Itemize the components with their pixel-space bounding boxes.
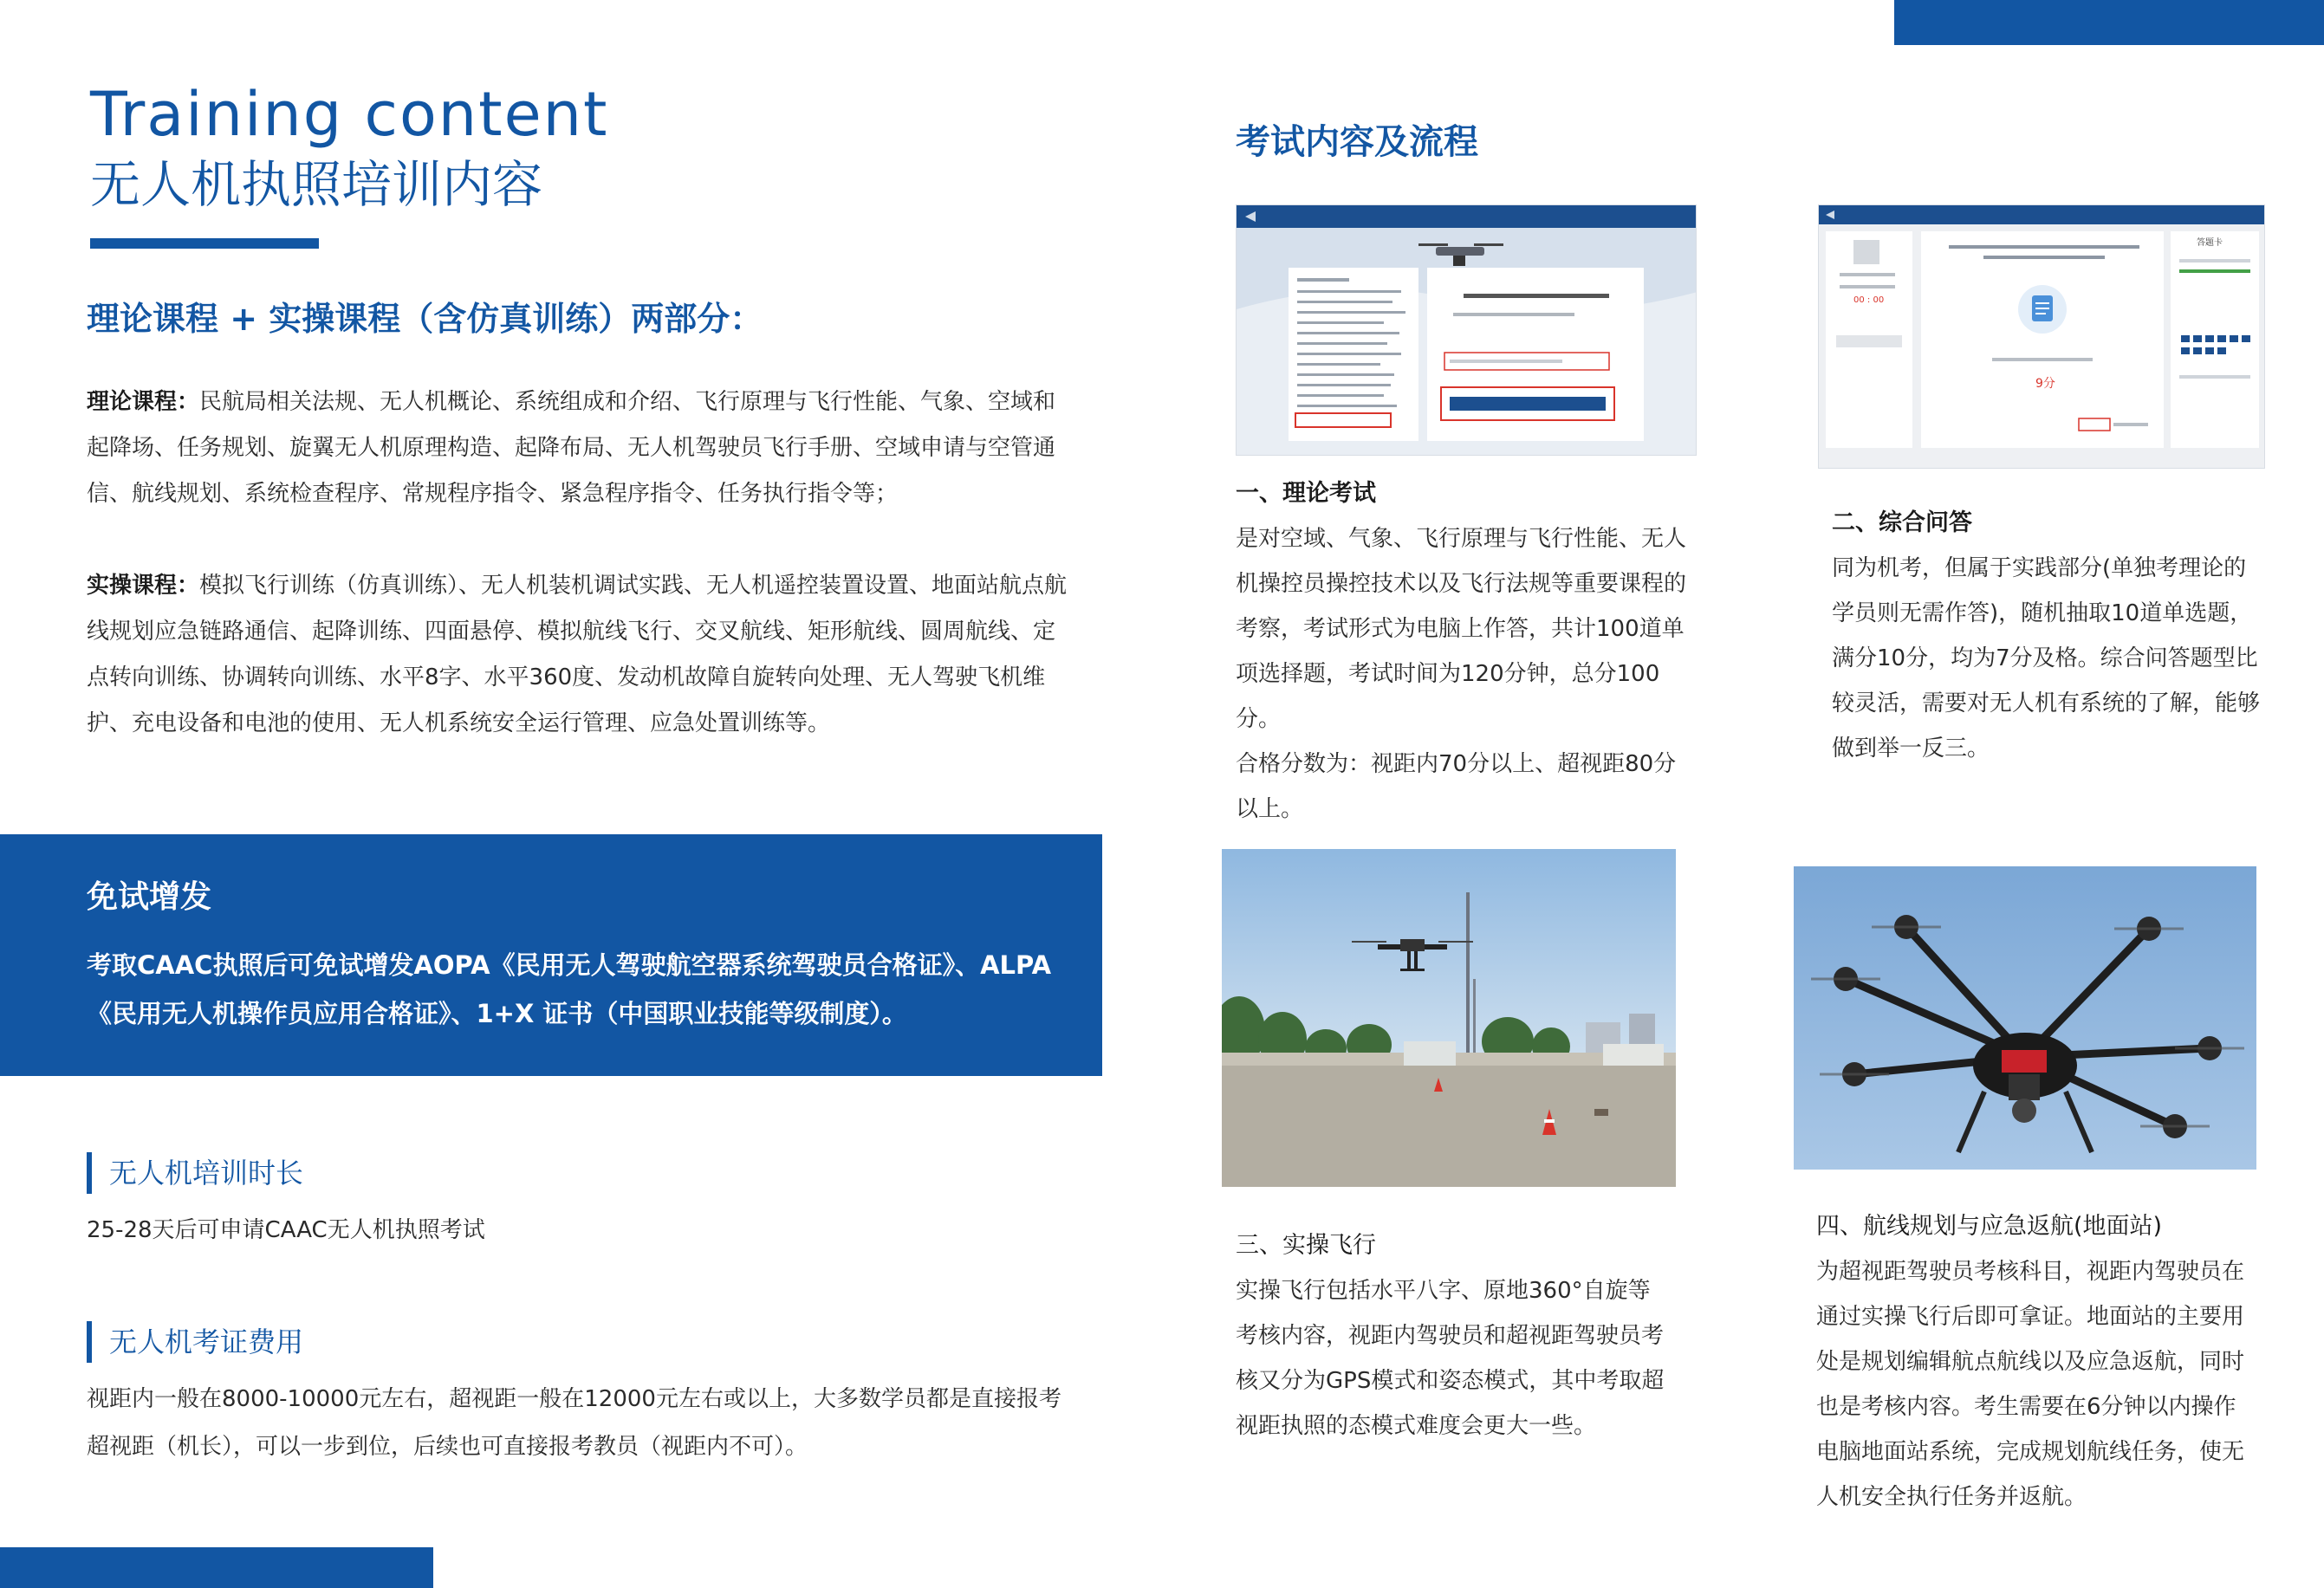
theory-exam-screenshot (1236, 204, 1697, 456)
top-right-accent-bar (1894, 0, 2324, 45)
title-english: Training content (90, 79, 609, 150)
ground-station-drone-photo-illustration (1794, 866, 2256, 1170)
exam-heading: 考试内容及流程 (1236, 122, 1478, 162)
theory-exam-title: 一、理论考试 (1236, 480, 1376, 507)
bottom-left-accent-bar (0, 1547, 433, 1588)
fee-text: 视距内一般在8000-10000元左右，超视距一般在12000元左右或以上，大多数学员都是直接报考超视距（机长），可以一步到位，后续也可直接报考教员（视距内不可）。 (87, 1386, 1061, 1460)
qa-timer: 00 : 00 (1853, 295, 1885, 305)
duration-text: 25-28天后可申请CAAC无人机执照考试 (87, 1217, 485, 1243)
qa-exam-body: 同为机考，但属于实践部分(单独考理论的学员则无需作答)，随机抽取10道单选题，满分10分，均为7分及格。综合问答题型比较灵活，需要对无人机有系统的了解，能够做到举一反三。 (1832, 555, 2261, 762)
theory-exam-description: 是对空域、气象、飞行原理与飞行性能、无人机操控员操控技术以及飞行法规等重要课程的考察，考试形式为电脑上作答，共计100道单项选择题，考试时间为120分钟，总分100分。 (1236, 526, 1687, 732)
title-chinese: 无人机执照培训内容 (90, 155, 543, 214)
qa-score: 9分 (2035, 377, 2055, 391)
course-overview-heading: 理论课程 + 实操课程（含仿真训练）两部分： (87, 300, 763, 338)
practical-flight-photo-illustration (1222, 849, 1676, 1187)
theory-course-paragraph (87, 379, 1074, 517)
practical-flight-title: 三、实操飞行 (1236, 1232, 1376, 1259)
qa-exam-screenshot-illustration (1819, 205, 2265, 469)
practice-label: 实操课程： (87, 573, 200, 599)
practical-flight-photo (1222, 849, 1676, 1187)
qa-answer-card: 答题卡 (2197, 238, 2223, 248)
fee-heading: 无人机考证费用 (87, 1321, 303, 1363)
practice-text: 模拟飞行训练（仿真训练）、无人机装机调试实践、无人机遥控装置设置、地面站航点航线规划应急链路通信、起降训练、四面悬停、模拟航线飞行、交叉航线、矩形航线、圆周航线、定点转向训练、协调转向训练、水平8字、水平360度、发动机故障自旋转向处理、无人驾驶飞机维护、充电设备和电池的使用、无人机系统安全运行管理、应急处置训练等。 (87, 573, 1068, 736)
route-planning-title: 四、航线规划与应急返航(地面站) (1816, 1213, 2163, 1240)
exemption-title: 免试增发 (87, 879, 212, 915)
theory-exam-pass-score: 合格分数为：视距内70分以上、超视距80分以上。 (1236, 751, 1677, 822)
duration-heading: 无人机培训时长 (87, 1152, 303, 1194)
qa-exam-title: 二、综合问答 (1832, 509, 1972, 536)
practice-course-paragraph (87, 563, 1074, 747)
exemption-text: 考取CAAC执照后可免试增发AOPA《民用无人驾驶航空器系统驾驶员合格证》、ALPA《民用无人机操作员应用合格证》、1+X 证书（中国职业技能等级制度）。 (87, 950, 1052, 1028)
ground-station-drone-photo (1794, 866, 2256, 1170)
theory-exam-body (1236, 516, 1698, 832)
route-planning-body: 为超视距驾驶员考核科目，视距内驾驶员在通过实操飞行后即可拿证。地面站的主要用处是规划编辑航点航线以及应急返航，同时也是考核内容。考生需要在6分钟以内操作电脑地面站系统，完成规划航线任务，使无人机安全执行任务并返航。 (1816, 1259, 2245, 1510)
theory-text: 民航局相关法规、无人机概论、系统组成和介绍、飞行原理与飞行性能、气象、空域和起降场、任务规划、旋翼无人机原理构造、起降布局、无人机驾驶员飞行手册、空域申请与空管通信、航线规划、系统检查程序、常规程序指令、紧急程序指令、任务执行指令等； (87, 389, 1056, 507)
theory-exam-screenshot-illustration (1237, 205, 1697, 456)
practical-flight-body: 实操飞行包括水平八字、原地360°自旋等考核内容，视距内驾驶员和超视距驾驶员考核又分为GPS模式和姿态模式，其中考取超视距执照的态模式难度会更大一些。 (1236, 1278, 1665, 1439)
qa-exam-screenshot (1818, 204, 2265, 469)
title-underline (90, 238, 319, 249)
theory-label: 理论课程： (87, 389, 200, 415)
